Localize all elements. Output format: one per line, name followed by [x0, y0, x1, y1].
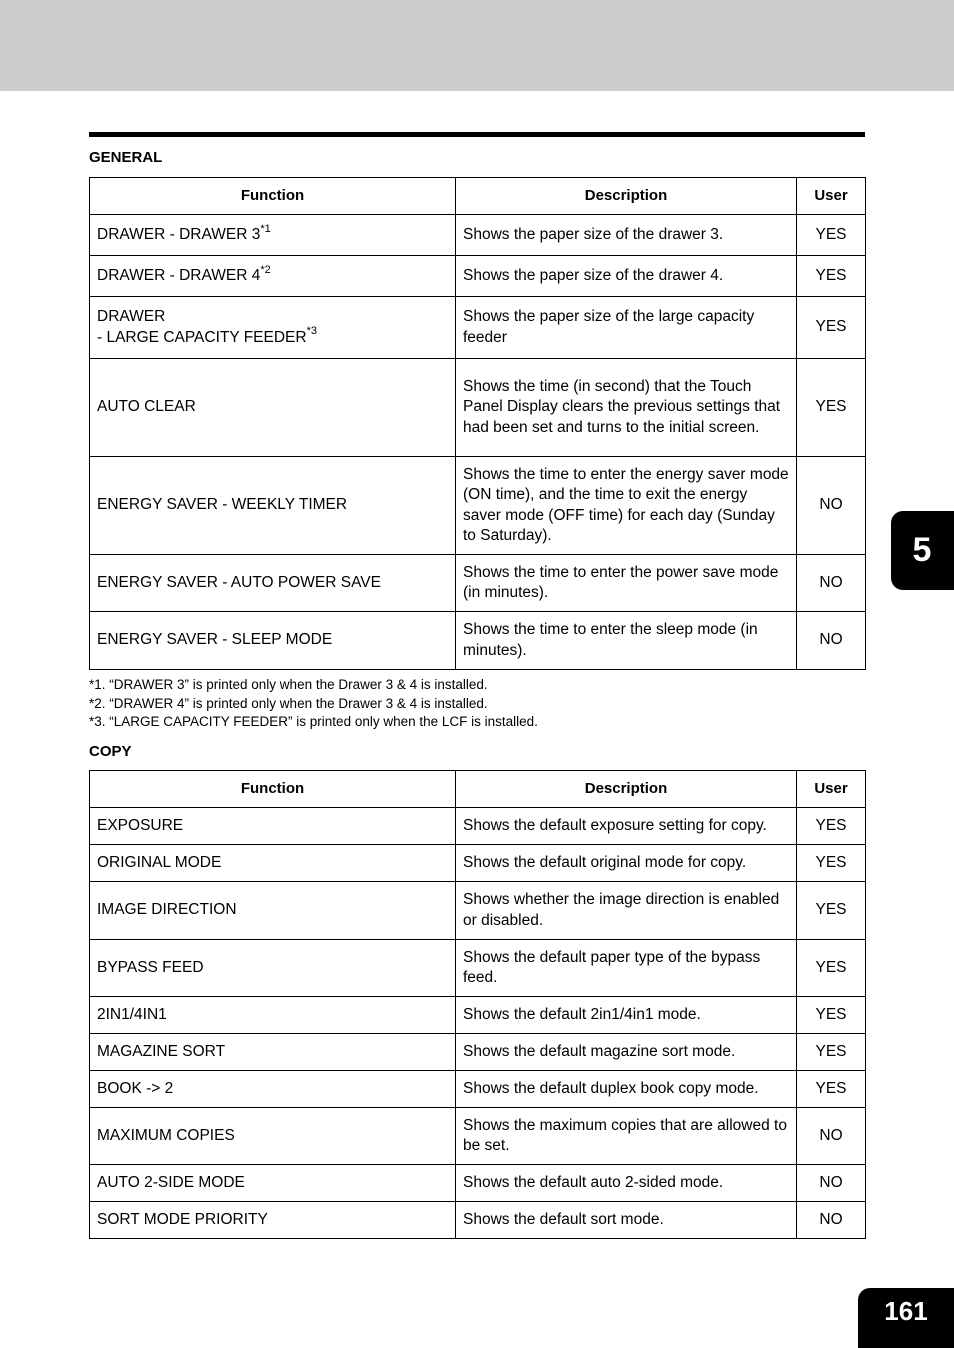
- table-row: [90, 1165, 866, 1202]
- function-cell: AUTO 2-SIDE MODE: [90, 1165, 456, 1202]
- table-row: [90, 1202, 866, 1239]
- user-cell: YES: [797, 808, 866, 845]
- column-header: User: [797, 771, 866, 808]
- user-cell: NO: [797, 457, 866, 555]
- function-text: - LARGE CAPACITY FEEDER: [97, 328, 307, 346]
- general-table: [89, 177, 866, 670]
- description-cell: Shows the default 2in1/4in1 mode.: [456, 997, 797, 1034]
- table-header-row: [90, 178, 866, 215]
- user-cell: YES: [797, 997, 866, 1034]
- table-row: [90, 297, 866, 359]
- description-cell: Shows the time to enter the energy saver mode (ON time), and the time to exit the energy saver mode (OFF time) for each day (Sunday to Saturday).: [456, 457, 797, 555]
- footnote: *1. “DRAWER 3” is printed only when the Drawer 3 & 4 is installed.: [89, 677, 488, 692]
- table-row: [90, 1108, 866, 1165]
- footnote: *2. “DRAWER 4” is printed only when the Drawer 3 & 4 is installed.: [89, 695, 488, 711]
- page-number: 161: [858, 1288, 954, 1348]
- function-cell: MAXIMUM COPIES: [90, 1108, 456, 1165]
- table-row: [90, 555, 866, 612]
- copy-table: [89, 770, 866, 1239]
- description-cell: Shows the default exposure setting for copy.: [456, 808, 797, 845]
- user-cell: YES: [797, 845, 866, 882]
- function-cell: ENERGY SAVER - AUTO POWER SAVE: [90, 555, 456, 612]
- footnote-ref: *3: [306, 325, 317, 338]
- description-cell: Shows the time to enter the sleep mode (in minutes).: [456, 612, 797, 670]
- footnote-ref: *2: [260, 263, 271, 276]
- function-text: DRAWER - DRAWER 4: [97, 266, 261, 284]
- table-row: [90, 808, 866, 845]
- function-cell: IMAGE DIRECTION: [90, 882, 456, 940]
- user-cell: NO: [797, 1202, 866, 1239]
- user-cell: YES: [797, 1071, 866, 1108]
- user-cell: YES: [797, 940, 866, 997]
- user-cell: NO: [797, 1165, 866, 1202]
- function-cell: [90, 297, 456, 359]
- function-cell: [90, 256, 456, 297]
- footnote: *3. “LARGE CAPACITY FEEDER” is printed only when the LCF is installed.: [89, 714, 538, 729]
- description-cell: Shows the time (in second) that the Touch Panel Display clears the previous settings that had been set and turns to the initial screen.: [456, 359, 797, 457]
- table-row: [90, 1034, 866, 1071]
- function-cell: BOOK -> 2: [90, 1071, 456, 1108]
- user-cell: YES: [797, 215, 866, 256]
- user-cell: NO: [797, 555, 866, 612]
- function-cell: BYPASS FEED: [90, 940, 456, 997]
- function-cell: ENERGY SAVER - SLEEP MODE: [90, 612, 456, 670]
- column-header: Description: [456, 771, 797, 808]
- table-row: [90, 215, 866, 256]
- footnotes: [89, 676, 538, 732]
- general-section-title: GENERAL: [89, 149, 163, 166]
- function-text: DRAWER: [97, 308, 166, 325]
- chapter-tab: 5: [891, 511, 954, 590]
- description-cell: Shows the default original mode for copy.: [456, 845, 797, 882]
- column-header: Description: [456, 178, 797, 215]
- footnote-ref: *1: [260, 222, 271, 235]
- function-cell: [90, 215, 456, 256]
- table-row: [90, 457, 866, 555]
- column-header: Function: [90, 771, 456, 808]
- function-text: DRAWER - DRAWER 3: [97, 225, 261, 243]
- header-band: [0, 0, 954, 91]
- description-cell: Shows the paper size of the drawer 4.: [456, 256, 797, 297]
- user-cell: YES: [797, 297, 866, 359]
- function-cell: ORIGINAL MODE: [90, 845, 456, 882]
- description-cell: Shows the maximum copies that are allowed to be set.: [456, 1108, 797, 1165]
- description-cell: Shows the default sort mode.: [456, 1202, 797, 1239]
- description-cell: Shows the default duplex book copy mode.: [456, 1071, 797, 1108]
- function-cell: SORT MODE PRIORITY: [90, 1202, 456, 1239]
- description-cell: Shows the paper size of the drawer 3.: [456, 215, 797, 256]
- function-cell: EXPOSURE: [90, 808, 456, 845]
- description-cell: Shows the default paper type of the bypass feed.: [456, 940, 797, 997]
- table-row: [90, 997, 866, 1034]
- copy-section-title: COPY: [89, 743, 132, 760]
- table-row: [90, 612, 866, 670]
- column-header: User: [797, 178, 866, 215]
- function-cell: 2IN1/4IN1: [90, 997, 456, 1034]
- description-cell: Shows the time to enter the power save mode (in minutes).: [456, 555, 797, 612]
- description-cell: Shows the default auto 2-sided mode.: [456, 1165, 797, 1202]
- user-cell: YES: [797, 1034, 866, 1071]
- function-cell: MAGAZINE SORT: [90, 1034, 456, 1071]
- column-header: Function: [90, 178, 456, 215]
- user-cell: YES: [797, 882, 866, 940]
- table-row: [90, 940, 866, 997]
- table-row: [90, 256, 866, 297]
- table-row: [90, 845, 866, 882]
- user-cell: YES: [797, 359, 866, 457]
- description-cell: Shows the default magazine sort mode.: [456, 1034, 797, 1071]
- table-header-row: [90, 771, 866, 808]
- function-cell: AUTO CLEAR: [90, 359, 456, 457]
- table-row: [90, 359, 866, 457]
- user-cell: NO: [797, 1108, 866, 1165]
- table-row: [90, 1071, 866, 1108]
- description-cell: Shows the paper size of the large capacity feeder: [456, 297, 797, 359]
- table-row: [90, 882, 866, 940]
- section-rule: [89, 132, 865, 137]
- user-cell: NO: [797, 612, 866, 670]
- function-cell: ENERGY SAVER - WEEKLY TIMER: [90, 457, 456, 555]
- description-cell: Shows whether the image direction is enabled or disabled.: [456, 882, 797, 940]
- user-cell: YES: [797, 256, 866, 297]
